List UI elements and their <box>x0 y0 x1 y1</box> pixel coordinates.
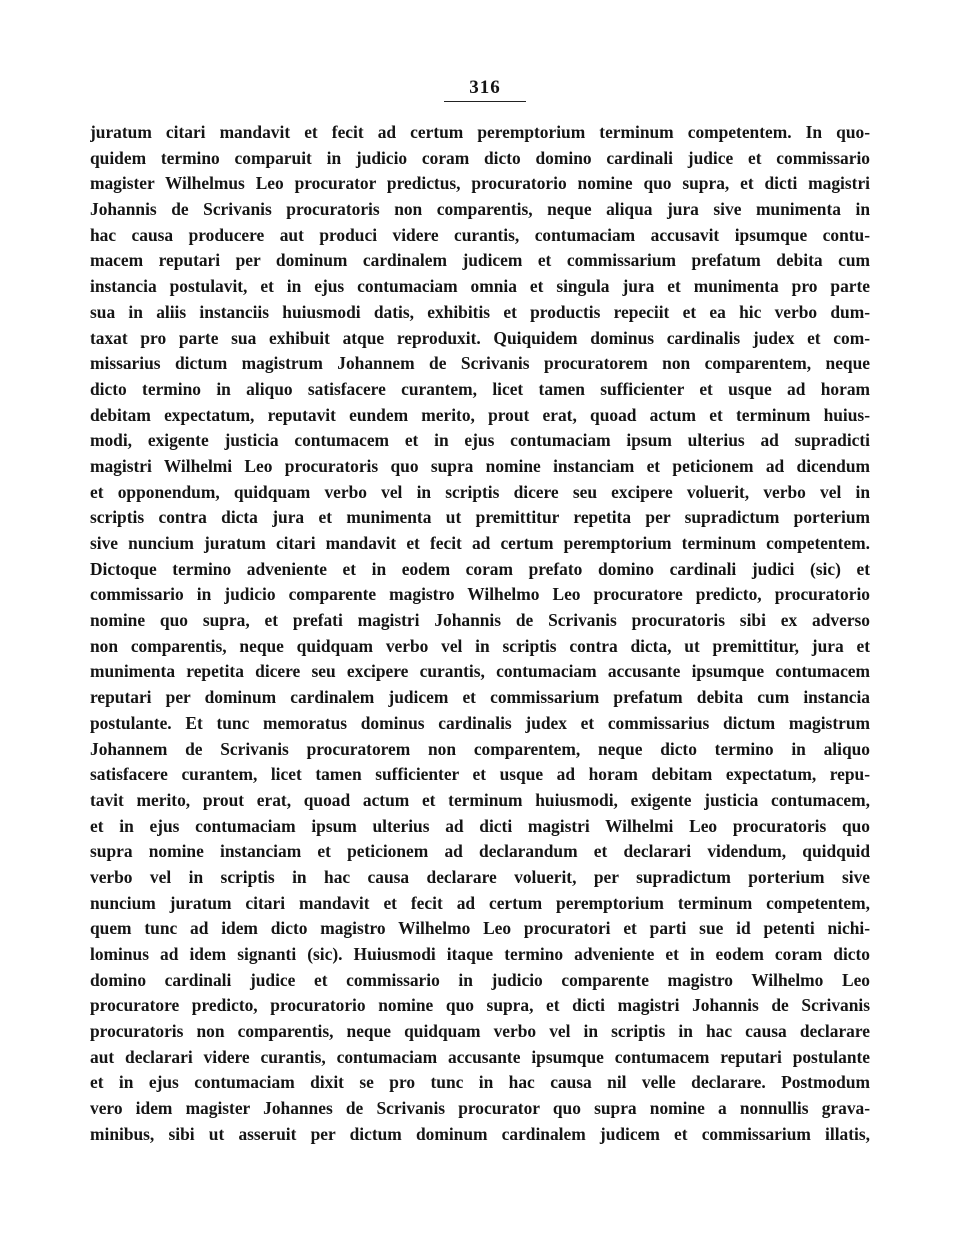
text-line: dicto termino in aliquo satisfacere curantem, licet tamen sufficienter et usque ad horam <box>90 378 870 399</box>
text-line: magister Wilhelmus Leo procurator predictus, procuratorio nomine quo supra, et dicti magistri <box>90 173 870 194</box>
text-line: et in ejus contumaciam ipsum ulterius ad dicti magistri Wilhelmi Leo procuratoris quo <box>90 815 870 836</box>
text-line: sua in aliis instanciis huiusmodi datis, exhibitis et productis repeciit et ea hic verbo dum- <box>90 301 870 322</box>
text-line: modi, exigente justicia contumacem et in ejus contumaciam ipsum ulterius ad supradicti <box>90 430 870 451</box>
text-line: nuncium juratum citari mandavit et fecit ad certum peremptorium terminum competentem, <box>90 892 870 913</box>
page-number: 316 <box>469 77 501 98</box>
text-line: et in ejus contumaciam dixit se pro tunc in hac causa nil velle declarare. Postmodum <box>90 1072 870 1093</box>
text-line: tavit merito, prout erat, quoad actum et terminum huiusmodi, exigente justicia contumacem, <box>90 789 870 810</box>
text-line: quem tunc ad idem dicto magistro Wilhelmo Leo procuratori et parti sue id petenti nichi- <box>90 918 870 939</box>
text-line: supra nomine instanciam et peticionem ad declarandum et declarari videndum, quidquid <box>90 841 870 862</box>
text-line: procuratoris non comparentis, neque quidquam verbo vel in scriptis in hac causa declarare <box>90 1021 870 1042</box>
text-line: procuratore predicto, procuratorio nomine quo supra, et dicti magistri Johannis de Scrivanis <box>90 995 870 1016</box>
text-line: Dictoque termino adveniente et in eodem coram prefato domino cardinali judici (sic) et <box>90 558 870 579</box>
text-line: taxat pro parte sua exhibuit atque reproduxit. Quiquidem dominus cardinalis judex et com- <box>90 327 870 348</box>
text-line: hac causa producere aut produci videre curantis, contumaciam accusavit ipsumque contu- <box>90 224 870 245</box>
text-line: lominus ad idem signanti (sic). Huiusmodi itaque termino adveniente et in eodem coram dicto <box>90 944 870 964</box>
text-line: reputari per dominum cardinalem judicem et commissarium prefatum debita cum instancia <box>90 687 870 708</box>
body-text <box>90 120 870 1148</box>
text-line: instancia postulavit, et in ejus contumaciam omnia et singula jura et munimenta pro parte <box>90 276 870 297</box>
text-line: nomine quo supra, et prefati magistri Johannis de Scrivanis procuratoris sibi ex adverso <box>90 610 870 631</box>
text-line: satisfacere curantem, licet tamen sufficienter et usque ad horam debitam expectatum, repu- <box>90 764 870 785</box>
text-line: aut declarari videre curantis, contumaciam accusante ipsumque contumacem reputari postulante <box>90 1046 870 1067</box>
text-line: minibus, sibi ut asseruit per dictum dominum cardinalem judicem et commissarium illatis, <box>90 1123 870 1144</box>
text-line: domino cardinali judice et commissario in judicio comparente magistro Wilhelmo Leo <box>90 969 870 990</box>
text-line: sive nuncium juratum citari mandavit et fecit ad certum peremptorium terminum competentem. <box>90 533 870 553</box>
text-line: vero idem magister Johannes de Scrivanis procurator quo supra nomine a nonnullis grava- <box>90 1098 870 1119</box>
text-line: Johannis de Scrivanis procuratoris non comparentis, neque aliqua jura sive munimenta in <box>90 199 870 220</box>
text-line: quidem termino comparuit in judicio coram dicto domino cardinali judice et commissario <box>90 147 870 168</box>
text-line: scriptis contra dicta jura et munimenta ut premittitur repetita per supradictum porterium <box>90 507 870 528</box>
header-rule <box>444 101 526 102</box>
text-line: non comparentis, neque quidquam verbo vel in scriptis contra dicta, ut premittitur, jura et <box>90 635 870 656</box>
text-line: magistri Wilhelmi Leo procuratoris quo supra nomine instanciam et peticionem ad dicendum <box>90 455 870 476</box>
text-line: macem reputari per dominum cardinalem judicem et commissarium prefatum debita cum <box>90 250 870 271</box>
text-line: verbo vel in scriptis in hac causa declarare voluerit, per supradictum porterium sive <box>90 866 870 887</box>
text-line: missarius dictum magistrum Johannem de Scrivanis procuratorem non comparentem, neque <box>90 353 870 374</box>
text-line: commissario in judicio comparente magistro Wilhelmo Leo procuratore predicto, procuratorio <box>90 584 870 605</box>
text-line: debitam expectatum, reputavit eundem merito, prout erat, quoad actum et terminum huius- <box>90 404 870 425</box>
text-line: Johannem de Scrivanis procuratorem non comparentem, neque dicto termino in aliquo <box>90 738 870 759</box>
text-line: et opponendum, quidquam verbo vel in scriptis dicere seu excipere voluerit, verbo vel in <box>90 481 870 502</box>
text-line: munimenta repetita dicere seu excipere curantis, contumaciam accusante ipsumque contumacem <box>90 661 870 682</box>
text-line: juratum citari mandavit et fecit ad certum peremptorium terminum competentem. In quo- <box>90 122 870 142</box>
text-line: postulante. Et tunc memoratus dominus cardinalis judex et commissarius dictum magistrum <box>90 712 870 733</box>
